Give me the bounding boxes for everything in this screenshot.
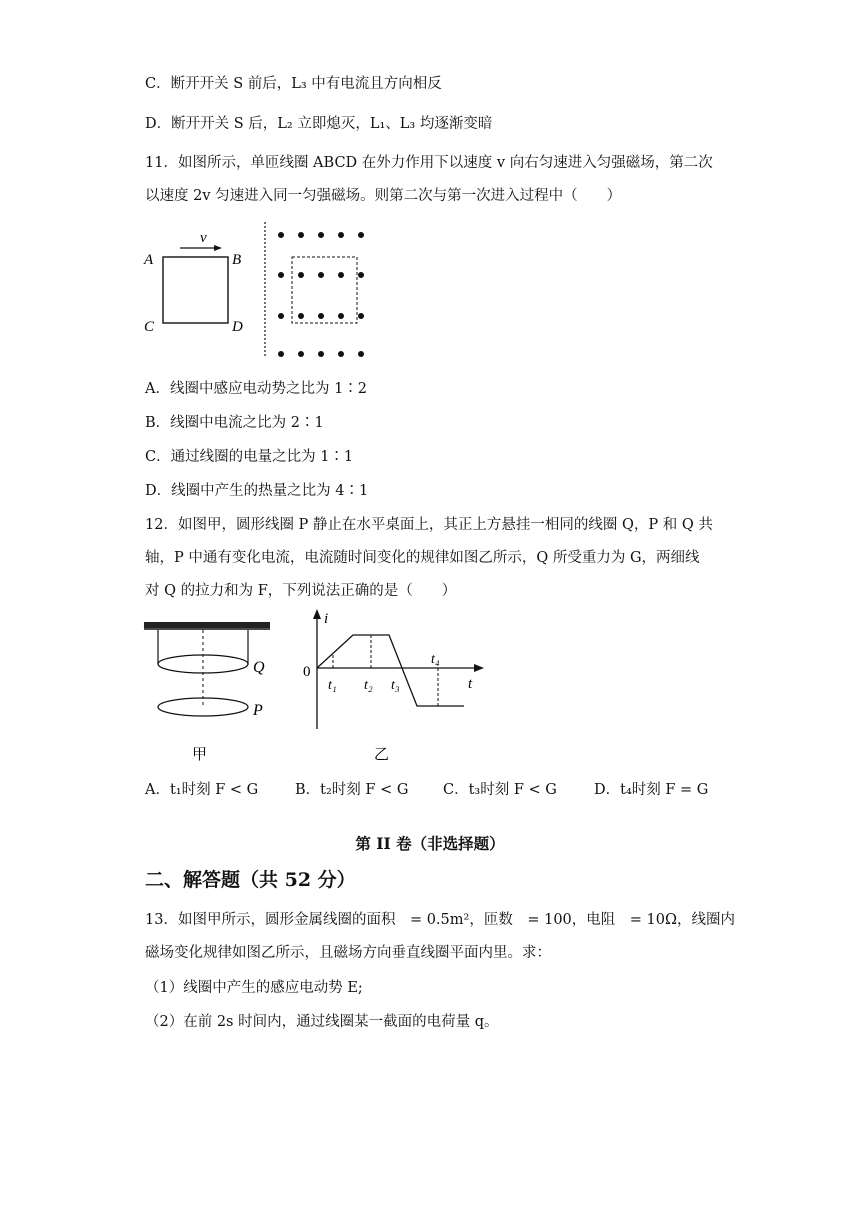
- label-q: Q: [253, 659, 265, 676]
- q11-stem-line1: 11．如图所示，单匝线圈 ABCD 在外力作用下以速度 v 向右匀速进入匀强磁场，第二次: [145, 155, 713, 171]
- velocity-arrowhead: [214, 245, 222, 251]
- q10-option-c: C．断开开关 S 前后，L₃ 中有电流且方向相反: [145, 76, 442, 92]
- q12-figure-jia: [140, 618, 280, 768]
- label-b: B: [232, 252, 242, 268]
- part-two-title: 第 II 卷（非选择题）: [355, 834, 505, 853]
- label-p: P: [253, 702, 263, 719]
- q11-option-d: D．线圈中产生的热量之比为 4∶1: [145, 483, 369, 499]
- q13-stem-line2: 磁场变化规律如图乙所示，且磁场方向垂直线圈平面内里。求：: [145, 945, 551, 961]
- section-heading: 二、解答题（共 52 分）: [145, 869, 356, 891]
- caption-jia: 甲: [192, 747, 208, 763]
- current-curve: [317, 635, 464, 706]
- q11-option-c: C．通过线圈的电量之比为 1∶1: [145, 449, 354, 465]
- tick-label-t2: t₂: [364, 678, 373, 693]
- ceiling-hatch: [144, 622, 270, 629]
- q11-option-b: B．线圈中电流之比为 2∶1: [145, 415, 324, 431]
- label-a: A: [144, 252, 154, 268]
- origin-label: 0: [303, 664, 311, 680]
- magnetic-field-dots: [278, 232, 364, 357]
- q12-option-a: A．t₁时刻 F < G: [145, 782, 259, 798]
- label-c: C: [144, 319, 155, 335]
- axis-label-i: i: [324, 611, 329, 627]
- axis-label-t: t: [468, 676, 473, 692]
- q12-option-c: C．t₃时刻 F < G: [443, 782, 557, 798]
- coil-abcd: [163, 257, 228, 323]
- tick-label-t1: t₁: [328, 678, 337, 693]
- q11-option-a: A．线圈中感应电动势之比为 1∶2: [145, 381, 368, 397]
- coil-q: [158, 655, 248, 673]
- q13-subquestion-2: （2）在前 2s 时间内，通过线圈某一截面的电荷量 q。: [145, 1014, 499, 1030]
- q11-figure: [138, 218, 378, 363]
- q12-stem-line3: 对 Q 的拉力和为 F，下列说法正确的是（ ）: [145, 583, 457, 599]
- q12-figure-yi: [296, 603, 496, 768]
- label-v: v: [200, 230, 207, 246]
- q13-stem-line1: 13．如图甲所示，圆形金属线圈的面积 = 0.5m²，匝数 = 100，电阻 = 10Ω，线圈内: [145, 912, 735, 928]
- q12-stem-line2: 轴，P 中通有变化电流，电流随时间变化的规律如图乙所示，Q 所受重力为 G，两细线: [145, 550, 700, 566]
- caption-yi: 乙: [374, 747, 390, 763]
- q11-stem-line2: 以速度 2v 匀速进入同一匀强磁场。则第二次与第一次进入过程中（ ）: [145, 188, 622, 204]
- t-axis-arrowhead: [474, 664, 484, 672]
- q12-option-d: D．t₄时刻 F = G: [594, 782, 709, 798]
- tick-label-t3: t₃: [391, 678, 400, 693]
- tick-label-t4: t₄: [431, 652, 440, 667]
- q13-subquestion-1: （1）线圈中产生的感应电动势 E;: [145, 980, 363, 996]
- q12-option-b: B．t₂时刻 F < G: [295, 782, 409, 798]
- i-axis-arrowhead: [313, 609, 321, 619]
- q10-option-d: D．断开开关 S 后，L₂ 立即熄灭，L₁、L₃ 均逐渐变暗: [145, 116, 493, 132]
- q12-stem-line1: 12．如图甲，圆形线圈 P 静止在水平桌面上，其正上方悬挂一相同的线圈 Q，P 和 Q 共: [145, 517, 713, 533]
- label-d: D: [232, 319, 243, 335]
